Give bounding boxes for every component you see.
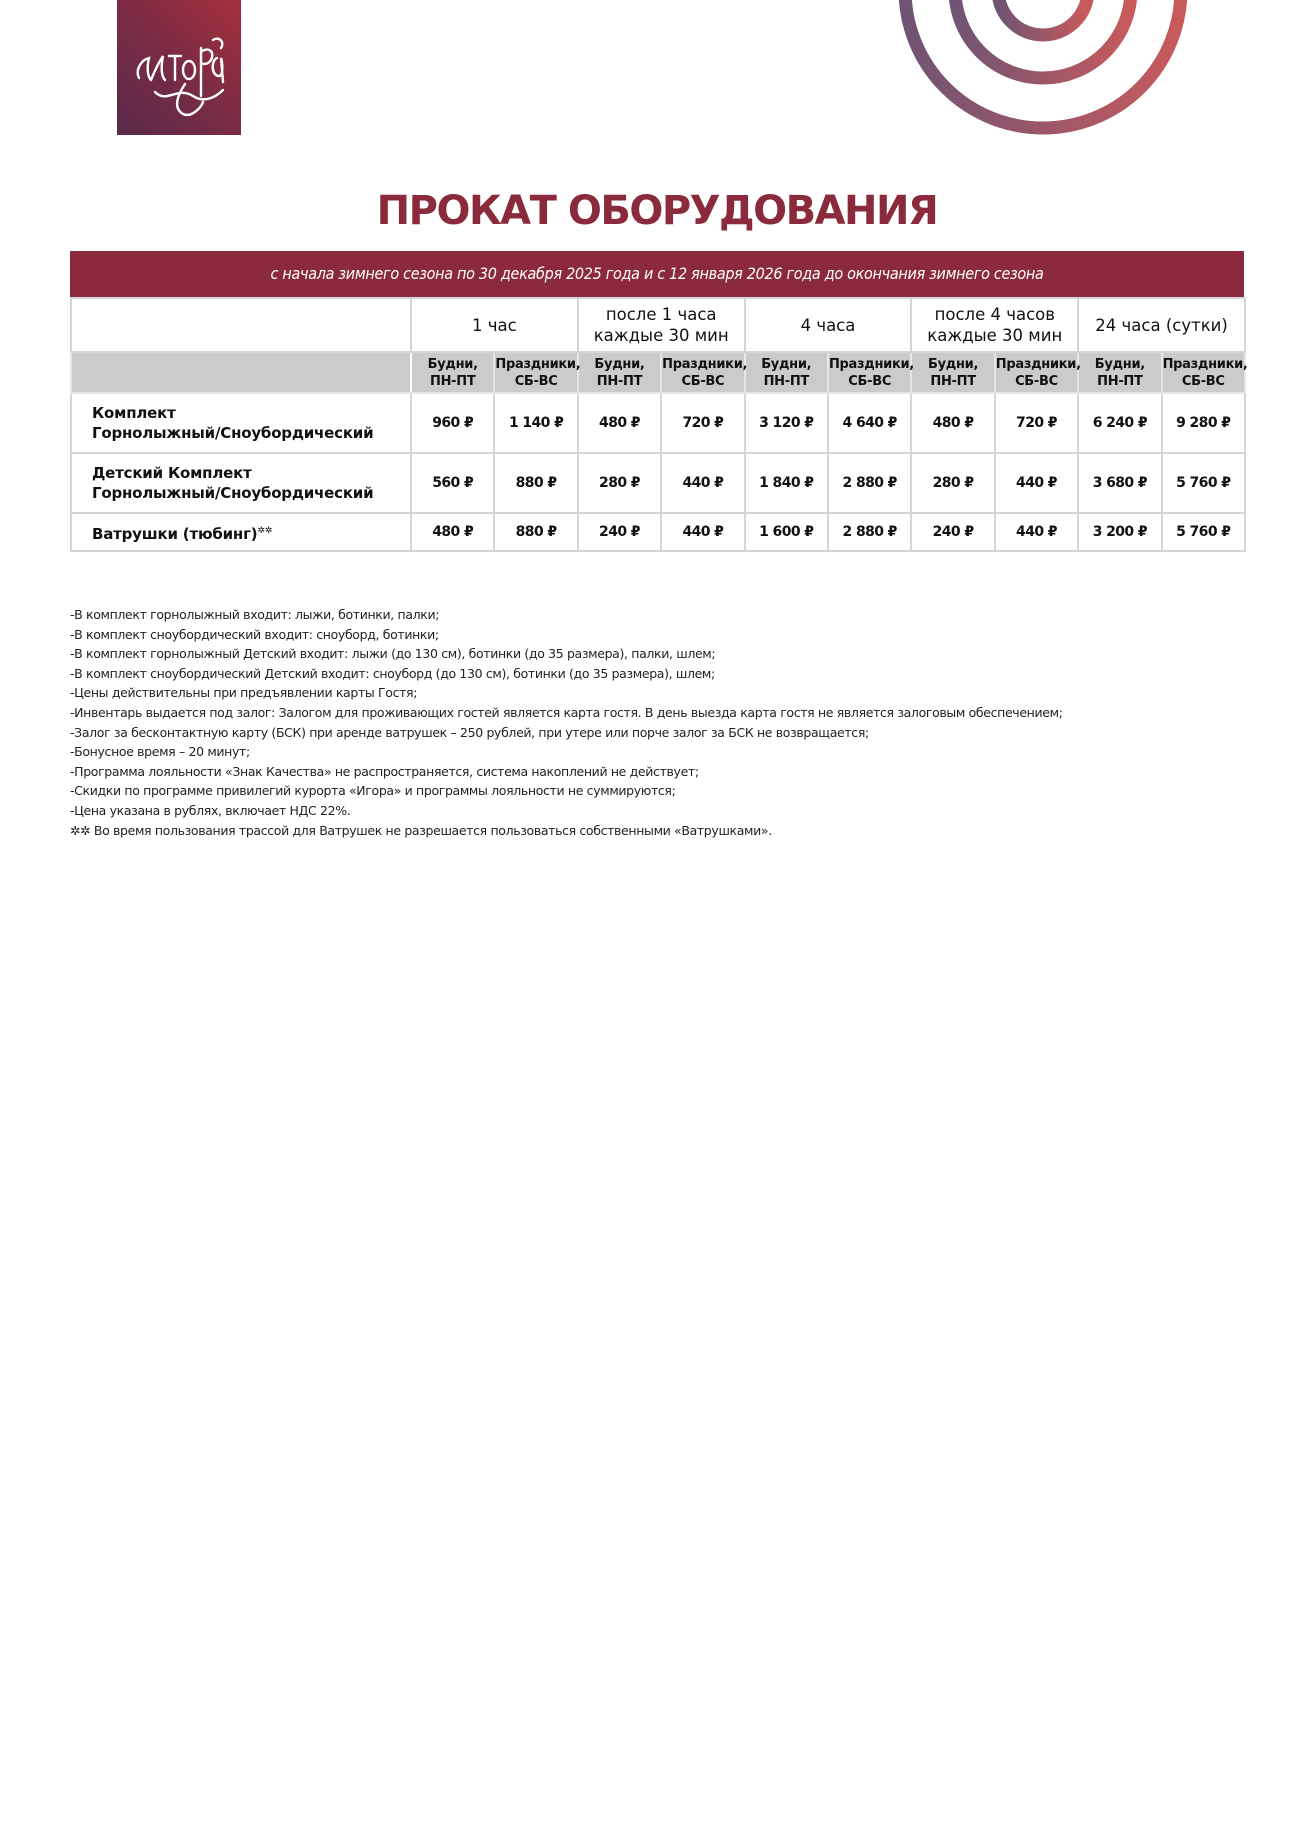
price-cell: 6 240 ₽ [1078, 393, 1161, 453]
weekday-subheader: Будни, ПН-ПТ [578, 352, 661, 393]
holiday-subheader: Праздники, СБ-ВС [661, 352, 744, 393]
price-cell: 440 ₽ [995, 453, 1078, 513]
period-header: 1 час [411, 298, 578, 352]
day-type-header-row [71, 352, 1245, 393]
price-cell: 280 ₽ [911, 453, 994, 513]
decorative-rings-icon [880, 0, 1314, 150]
page-title: ПРОКАТ ОБОРУДОВАНИЯ [376, 188, 938, 234]
item-name: Комплект Горнолыжный/Сноубордический [71, 393, 411, 453]
price-cell: 5 760 ₽ [1162, 513, 1245, 551]
price-cell: 2 880 ₽ [828, 453, 911, 513]
price-table-container [70, 251, 1248, 552]
holiday-subheader: Праздники, СБ-ВС [995, 352, 1078, 393]
note-line: ✲✲ Во время пользования трассой для Ватрушек не разрешается пользоваться собственными «Ватрушками». [70, 822, 772, 838]
price-cell: 4 640 ₽ [828, 393, 911, 453]
price-cell: 480 ₽ [911, 393, 994, 453]
note-line: -В комплект горнолыжный Детский входит: лыжи (до 130 см), ботинки (до 35 размера), палки, шлем; [70, 646, 716, 662]
note-line: -Инвентарь выдается под залог: Залогом для проживающих гостей является карта гостя. В день выезда карта гостя не является залоговым обеспечением; [70, 704, 1063, 720]
table-row [71, 513, 1245, 551]
price-cell: 280 ₽ [578, 453, 661, 513]
note-line: -Цены действительны при предъявлении карты Гостя; [70, 685, 418, 701]
subheader-blank-cell [71, 352, 411, 393]
price-cell: 3 200 ₽ [1078, 513, 1161, 551]
price-table [70, 297, 1246, 552]
notes-list [70, 605, 1063, 840]
calligraphy-logo-icon [117, 0, 241, 135]
note-line: -Цена указана в рублях, включает НДС 22%. [70, 802, 351, 818]
holiday-subheader: Праздники, СБ-ВС [494, 352, 577, 393]
season-banner: с начала зимнего сезона по 30 декабря 2025 года и с 12 января 2026 года до окончания зимнего сезона [70, 251, 1244, 297]
price-cell: 720 ₽ [661, 393, 744, 453]
resort-logo [117, 0, 241, 135]
item-name: Детский Комплект Горнолыжный/Сноубордический [71, 453, 411, 513]
price-cell: 240 ₽ [578, 513, 661, 551]
weekday-subheader: Будни, ПН-ПТ [411, 352, 494, 393]
holiday-subheader: Праздники, СБ-ВС [1162, 352, 1245, 393]
note-line: -В комплект сноубордический Детский входит: сноуборд (до 130 см), ботинки (до 35 размера), шлем; [70, 665, 715, 681]
price-cell: 480 ₽ [578, 393, 661, 453]
footnote-mark: ✲✲ [257, 525, 273, 536]
period-header: после 1 часа каждые 30 мин [578, 298, 745, 352]
table-row [71, 453, 1245, 513]
price-cell: 440 ₽ [661, 453, 744, 513]
period-header: после 4 часов каждые 30 мин [911, 298, 1078, 352]
period-header: 24 часа (сутки) [1078, 298, 1245, 352]
price-cell: 3 120 ₽ [745, 393, 828, 453]
weekday-subheader: Будни, ПН-ПТ [745, 352, 828, 393]
price-cell: 480 ₽ [411, 513, 494, 551]
price-cell: 5 760 ₽ [1162, 453, 1245, 513]
note-line: -В комплект горнолыжный входит: лыжи, ботинки, палки; [70, 607, 440, 622]
price-cell: 880 ₽ [494, 513, 577, 551]
price-cell: 960 ₽ [411, 393, 494, 453]
price-cell: 3 680 ₽ [1078, 453, 1161, 513]
weekday-subheader: Будни, ПН-ПТ [911, 352, 994, 393]
note-line: -Залог за бесконтактную карту (БСК) при аренде ватрушек – 250 рублей, при утере или порче залог за БСК не возвращается; [70, 724, 869, 740]
note-line: -В комплект сноубордический входит: сноуборд, ботинки; [70, 626, 439, 642]
price-cell: 1 840 ₽ [745, 453, 828, 513]
weekday-subheader: Будни, ПН-ПТ [1078, 352, 1161, 393]
price-cell: 240 ₽ [911, 513, 994, 551]
price-cell: 440 ₽ [995, 513, 1078, 551]
note-line: -Скидки по программе привилегий курорта «Игора» и программы лояльности не суммируются; [70, 783, 676, 799]
price-cell: 1 140 ₽ [494, 393, 577, 453]
price-cell: 440 ₽ [661, 513, 744, 551]
note-line: -Программа лояльности «Знак Качества» не распространяется, система накоплений не действует; [70, 763, 699, 779]
header-blank-cell [71, 298, 411, 352]
period-header: 4 часа [745, 298, 912, 352]
price-cell: 9 280 ₽ [1162, 393, 1245, 453]
period-header-row [71, 298, 1245, 352]
item-name: Ватрушки (тюбинг)✲✲ [71, 513, 411, 551]
holiday-subheader: Праздники, СБ-ВС [828, 352, 911, 393]
price-cell: 560 ₽ [411, 453, 494, 513]
price-cell: 1 600 ₽ [745, 513, 828, 551]
price-cell: 2 880 ₽ [828, 513, 911, 551]
price-cell: 880 ₽ [494, 453, 577, 513]
price-cell: 720 ₽ [995, 393, 1078, 453]
note-line: -Бонусное время – 20 минут; [70, 744, 250, 760]
table-row [71, 393, 1245, 453]
